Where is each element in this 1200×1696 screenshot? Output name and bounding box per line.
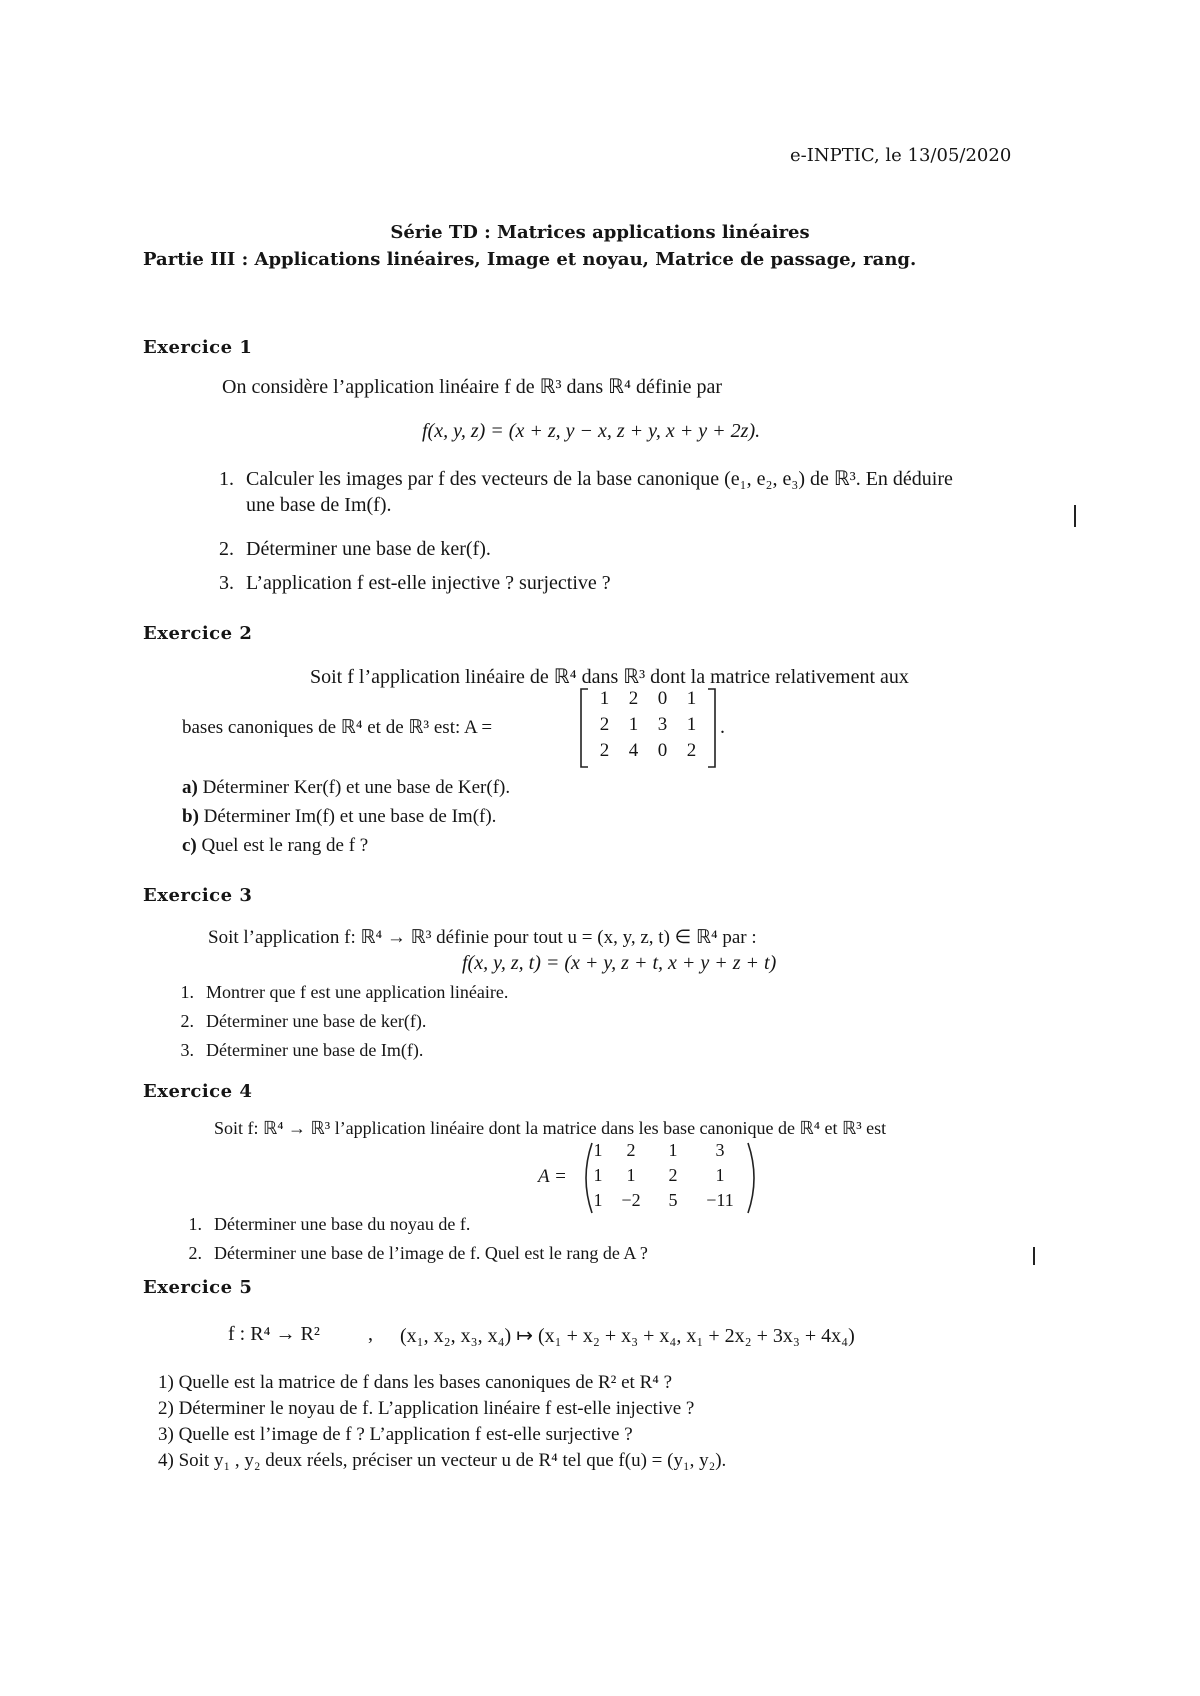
exercise-2-intro-1: Soit f l’application linéaire de ℝ⁴ dans ℝ³ dont la matrice relativement aux xyxy=(310,666,909,688)
item-text: Quel est le rang de f ? xyxy=(201,835,369,856)
matrix-cell: 2 xyxy=(686,740,697,761)
item-number: 2. xyxy=(219,538,234,560)
matrix-cell: 3 xyxy=(715,1140,725,1160)
item-number: 3. xyxy=(219,572,234,594)
exercise-4-matrix xyxy=(588,1140,748,1215)
item-text: L’application f est-elle injective ? surjective ? xyxy=(246,572,611,594)
item-number: 2. xyxy=(180,1011,194,1031)
matrix-cell: 2 xyxy=(628,688,639,709)
exercise-2-item-c xyxy=(182,835,368,857)
exercise-1-item-1-cont: une base de Im(f). xyxy=(246,494,392,516)
matrix-cell: 2 xyxy=(599,740,610,761)
item-number: 1. xyxy=(219,468,234,490)
matrix-cell: 3 xyxy=(657,714,668,735)
item-text: Calculer les images par f des vecteurs de la base canonique (e₁, e₂, e₃) de ℝ³. En déduire xyxy=(246,468,953,490)
matrix-cell: 1 xyxy=(593,1140,603,1160)
exercise-5-formula-sep: , xyxy=(368,1323,373,1345)
matrix-cell: 1 xyxy=(626,1165,636,1185)
exercise-1-title: Exercice 1 xyxy=(143,337,253,358)
item-number: 1. xyxy=(188,1214,202,1234)
exercise-4-item-2 xyxy=(168,1243,648,1264)
matrix-cell: 1 xyxy=(599,688,610,709)
item-number: 3. xyxy=(180,1040,194,1060)
matrix-cell: −2 xyxy=(621,1190,641,1210)
matrix-cell: 1 xyxy=(593,1190,603,1210)
item-label: b) xyxy=(182,806,199,827)
item-text: Déterminer Im(f) et une base de Im(f). xyxy=(203,806,497,827)
exercise-2-intro-2: bases canoniques de ℝ⁴ et de ℝ³ est: A = xyxy=(182,717,493,738)
exercise-2-item-b xyxy=(182,806,496,828)
exercise-5-title: Exercice 5 xyxy=(143,1277,253,1298)
part-title: Partie III : Applications linéaires, Image et noyau, Matrice de passage, rang. xyxy=(143,249,917,270)
matrix-row xyxy=(590,714,706,740)
exercise-4-matrix-label: A = xyxy=(538,1166,567,1187)
matrix-cell: −11 xyxy=(706,1190,734,1210)
matrix-cell: 0 xyxy=(657,688,668,709)
item-label: a) xyxy=(182,777,198,798)
matrix-row xyxy=(588,1140,748,1165)
exercise-3-item-2 xyxy=(160,1011,426,1032)
matrix-cell: 1 xyxy=(593,1165,603,1185)
exercise-3-intro: Soit l’application f: ℝ⁴ → ℝ³ définie pour tout u = (x, y, z, t) ∈ ℝ⁴ par : xyxy=(208,927,757,948)
exercise-5-formula-left: f : R⁴ → R² xyxy=(228,1323,320,1345)
exercise-1-item-3 xyxy=(200,572,611,595)
item-number: 1. xyxy=(180,982,194,1002)
matrix-row xyxy=(590,740,706,766)
exercise-2-matrix xyxy=(590,688,706,766)
exercise-2-item-a xyxy=(182,777,510,799)
item-text: Déterminer une base de ker(f). xyxy=(206,1011,427,1031)
matrix-cell: 2 xyxy=(626,1140,636,1160)
exercise-1-item-2 xyxy=(200,538,491,561)
exercise-4-item-1 xyxy=(168,1214,470,1235)
matrix-cell: 2 xyxy=(668,1165,678,1185)
item-text: Montrer que f est une application linéaire. xyxy=(206,982,509,1002)
exercise-3-item-3 xyxy=(160,1040,423,1061)
matrix-cell: 1 xyxy=(686,714,697,735)
exercise-5-item-1: 1) Quelle est la matrice de f dans les bases canoniques de R² et R⁴ ? xyxy=(158,1372,673,1393)
item-text: Déterminer une base de l’image de f. Quel est le rang de A ? xyxy=(214,1243,648,1263)
matrix-row xyxy=(588,1190,748,1215)
matrix-cell: 1 xyxy=(715,1165,725,1185)
matrix-row xyxy=(590,688,706,714)
exercise-2-title: Exercice 2 xyxy=(143,623,253,644)
matrix-cell: 2 xyxy=(599,714,610,735)
matrix-row xyxy=(588,1165,748,1190)
item-text: Déterminer une base du noyau de f. xyxy=(214,1214,471,1234)
exercise-4-title: Exercice 4 xyxy=(143,1081,253,1102)
place-date: e-INPTIC, le 13/05/2020 xyxy=(790,145,1012,166)
matrix-cell: 1 xyxy=(686,688,697,709)
item-number: 2. xyxy=(188,1243,202,1263)
exercise-5-item-2: 2) Déterminer le noyau de f. L’application linéaire f est-elle injective ? xyxy=(158,1398,695,1419)
matrix-cell: 0 xyxy=(657,740,668,761)
item-text: Déterminer Ker(f) et une base de Ker(f). xyxy=(202,777,511,798)
matrix-period: . xyxy=(720,716,725,738)
matrix-cell: 1 xyxy=(668,1140,678,1160)
item-text: Déterminer une base de ker(f). xyxy=(246,538,491,560)
matrix-cell: 4 xyxy=(628,740,639,761)
matrix-cell: 5 xyxy=(668,1190,678,1210)
cursor-mark xyxy=(1033,1247,1035,1265)
exercise-1-formula: f(x, y, z) = (x + z, y − x, z + y, x + y + 2z). xyxy=(422,420,761,442)
exercise-5-formula-right: (x₁, x₂, x₃, x₄) ↦ (x₁ + x₂ + x₃ + x₄, x₁ + 2x₂ + 3x₃ + 4x₄) xyxy=(400,1325,855,1347)
exercise-5-item-3: 3) Quelle est l’image de f ? L’application f est-elle surjective ? xyxy=(158,1424,633,1445)
exercise-3-title: Exercice 3 xyxy=(143,885,253,906)
item-text: Déterminer une base de Im(f). xyxy=(206,1040,424,1060)
exercise-1-intro: On considère l’application linéaire f de ℝ³ dans ℝ⁴ définie par xyxy=(222,376,723,398)
exercise-1-item-1 xyxy=(200,466,953,491)
cursor-mark xyxy=(1074,505,1076,527)
exercise-5-item-4: 4) Soit y₁ , y₂ deux réels, préciser un vecteur u de R⁴ tel que f(u) = (y₁, y₂). xyxy=(158,1450,727,1471)
matrix-cell: 1 xyxy=(628,714,639,735)
exercise-3-item-1 xyxy=(160,982,508,1003)
item-label: c) xyxy=(182,835,197,856)
series-title: Série TD : Matrices applications linéaires xyxy=(390,222,810,243)
exercise-3-formula: f(x, y, z, t) = (x + y, z + t, x + y + z + t) xyxy=(462,952,777,974)
exercise-4-intro: Soit f: ℝ⁴ → ℝ³ l’application linéaire dont la matrice dans les base canonique de ℝ⁴ et ℝ³ est xyxy=(214,1118,887,1138)
